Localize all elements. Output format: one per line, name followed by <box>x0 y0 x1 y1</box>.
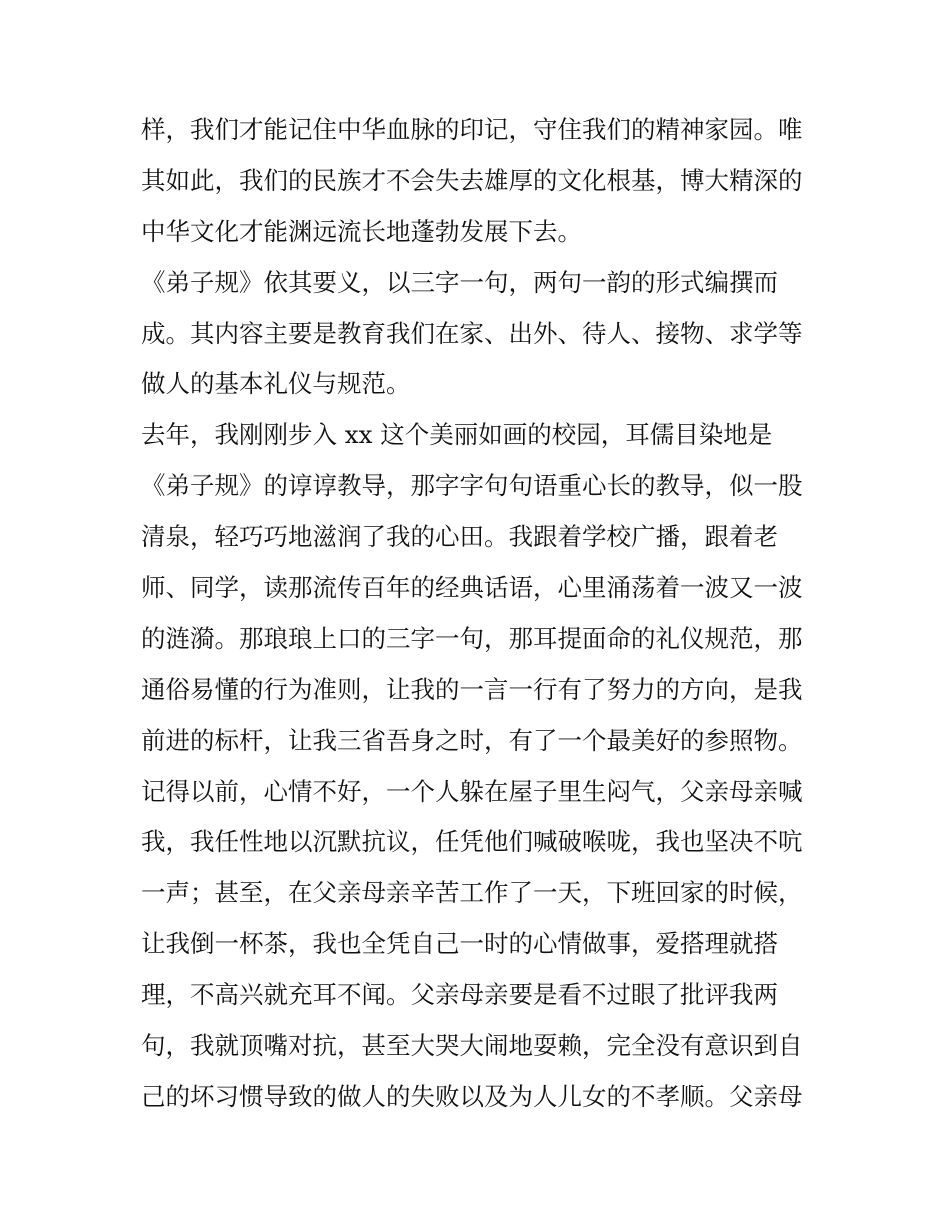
text-line-9: 清泉，轻巧巧地滋润了我的心田。我跟着学校广播，跟着老 <box>141 522 778 552</box>
text-line-4: 《弟子规》依其要义，以三字一句，两句一韵的形式编撰而 <box>141 267 778 297</box>
text-line-16: 一声；甚至，在父亲母亲辛苦工作了一天，下班回家的时候， <box>141 878 803 908</box>
text-line-14: 记得以前，心情不好，一个人躲在屋子里生闷气，父亲母亲喊 <box>141 776 803 806</box>
text-line-15: 我，我任性地以沉默抗议，任凭他们喊破喉咙，我也坚决不吭 <box>141 827 803 857</box>
text-line-7: 去年，我刚刚步入 xx 这个美丽如画的校园，耳儒目染地是 <box>141 420 773 450</box>
body-text <box>141 110 821 1128</box>
text-line-18: 理，不高兴就充耳不闻。父亲母亲要是看不过眼了批评我两 <box>141 980 778 1010</box>
text-line-12: 通俗易懂的行为准则，让我的一言一行有了努力的方向，是我 <box>141 674 803 704</box>
text-line-3: 中华文化才能渊远流长地蓬勃发展下去。 <box>141 216 582 246</box>
text-line-2: 其如此，我们的民族才不会失去雄厚的文化根基，博大精深的 <box>141 165 803 195</box>
text-line-13: 前进的标杆，让我三省吾身之时，有了一个最美好的参照物。 <box>141 725 803 755</box>
text-line-11: 的涟漪。那琅琅上口的三字一句，那耳提面命的礼仪规范，那 <box>141 623 803 653</box>
text-line-20: 己的坏习惯导致的做人的失败以及为人儿女的不孝顺。父亲母 <box>141 1081 803 1111</box>
text-line-10: 师、同学，读那流传百年的经典话语，心里涌荡着一波又一波 <box>141 573 803 603</box>
text-line-5: 成。其内容主要是教育我们在家、出外、待人、接物、求学等 <box>141 318 803 348</box>
text-line-6: 做人的基本礼仪与规范。 <box>141 369 411 399</box>
text-line-8: 《弟子规》的谆谆教导，那字字句句语重心长的教导，似一股 <box>141 471 803 501</box>
text-line-19: 句，我就顶嘴对抗，甚至大哭大闹地耍赖，完全没有意识到自 <box>141 1031 803 1061</box>
text-line-1: 样，我们才能记住中华血脉的印记，守住我们的精神家园。唯 <box>141 115 803 144</box>
text-line-17: 让我倒一杯茶，我也全凭自己一时的心情做事，爱搭理就搭 <box>141 929 778 959</box>
